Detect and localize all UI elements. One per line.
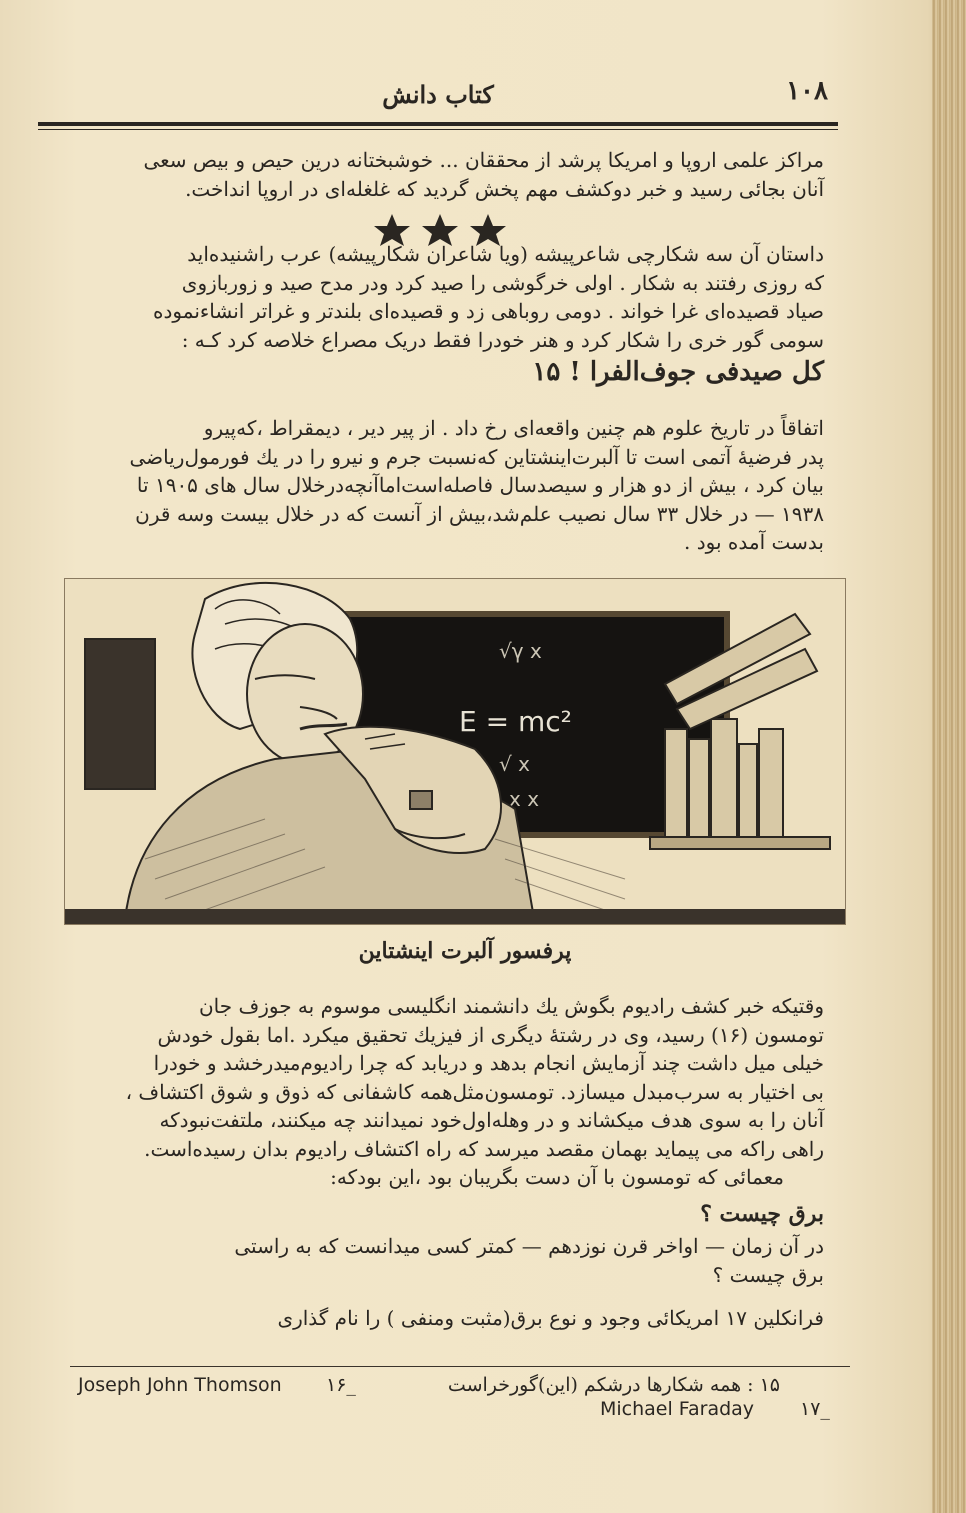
- text-line: سومی گور خری را شکار کرد و هنر خودرا فقط دریک مصراع خلاصه کرد کـه :: [181, 327, 824, 352]
- text-line: که روزی رفتند به شکار . اولی خرگوشی را صید کرد ودر مدح صید و زوربازوی: [181, 270, 824, 295]
- text-line: آنان بجائی رسید و خبر دوکشف مهم پخش گردید که غلغله‌ای در اروپا انداخت.: [185, 176, 824, 201]
- footnote-17-marker: _۱۷: [800, 1398, 830, 1420]
- portrait-sketch: [65, 579, 845, 924]
- text-line: خیلی میل داشت چند آزمایش انجام بدهد و دریابد که چرا رادیوم‌میدرخشد و خودرا: [153, 1051, 824, 1075]
- page-number: ۱۰۸: [786, 76, 828, 106]
- text-line: راهی راکه می پیماید بهمان مقصد میرسد که راه اکتشاف رادیوم بدان رسیده‌است.: [144, 1136, 824, 1161]
- text-line: بی اختیار به سرب‌مبدل میسازد. تومسون‌مثل‌همه کاشفانی که ذوق و شوق اکتشاف ،: [125, 1079, 824, 1104]
- paragraph-history: [38, 414, 824, 557]
- quote-verse: کل صیدفی جوف‌الفرا ! ۱۵: [532, 357, 824, 387]
- chalk-formula: √ x: [499, 752, 530, 776]
- paragraph-intro: [38, 146, 824, 203]
- einstein-illustration: [64, 578, 846, 925]
- text-line: معمائی که تومسون با آن دست بگریبان بود ،این بودکه:: [330, 1165, 784, 1189]
- footnote-15: ۱۵ : همه شکارها درشکم (این)گورخراست: [447, 1374, 780, 1396]
- text-line: داستان آن سه شکارچی شاعرپیشه (ویا شاعران شکارپیشه) عرب راشنیده‌اید: [187, 242, 824, 266]
- paragraph-hunters: [38, 240, 824, 354]
- paragraph-era: [38, 1232, 824, 1289]
- page-header: [38, 72, 838, 132]
- figure-caption: پرفسور آلبرت اینشتاین: [358, 938, 572, 964]
- text-line: صیاد قصیده‌ای غرا خواند . دومی روباهی زد و قصیده‌ای بلندتر و غراتر انشاءنموده: [153, 299, 824, 323]
- footnote-16-marker: _۱۶: [326, 1374, 356, 1396]
- text-line: تومسون (۱۶) رسید، وی در رشتهٔ دیگری از فیزیك تحقیق میکرد .اما بقول خودش: [157, 1022, 824, 1047]
- header-rule-thick: [38, 122, 838, 126]
- paragraph-franklin: فرانکلین ۱۷ امریکائی وجود و نوع برق(مثبت ومنفی ) را نام گذاری: [277, 1306, 824, 1330]
- text-line: ۱۹۳۸ — در خلال ۳۳ سال نصیب علم‌شد،بیش از آنست که در خلال بیست وسه قرن: [135, 501, 824, 526]
- text-line: بدست آمده بود .: [684, 530, 824, 554]
- footnote-rule: [70, 1366, 850, 1367]
- text-line: مراکز علمی اروپا و امریکا پرشد از محققان ... خوشبختانه درین حیص و بیص سعی: [143, 148, 824, 172]
- chalk-formula: x x: [509, 787, 540, 811]
- text-line: در آن زمان — اواخر قرن نوزدهم — کمتر کسی میدانست که به راستی: [234, 1234, 824, 1258]
- text-line: بیان کرد ، بیش از دو هزار و سیصدسال فاصله‌است‌اما‌آنچه‌درخلال سال های ۱۹۰۵ تا: [136, 473, 824, 497]
- question-heading: برق چیست ؟: [700, 1201, 824, 1227]
- running-title: کتاب دانش: [382, 80, 494, 109]
- text-line: برق چیست ؟: [712, 1262, 824, 1287]
- books-icon: [650, 614, 830, 849]
- paragraph-thomson: [38, 992, 824, 1192]
- lamp-icon: [85, 639, 155, 789]
- text-line: آنان را به سوی هدف میکشاند و در وهله‌اول‌خود نمیدانند چه میکنند، ملتفت‌نبودکه: [159, 1108, 824, 1132]
- einstein-figure: [125, 583, 535, 924]
- footnote-16-latin: Joseph John Thomson: [78, 1374, 282, 1396]
- page-edge: [932, 0, 966, 1513]
- chalk-formula: √γ x: [499, 639, 542, 663]
- text-line: وقتیکه خبر کشف رادیوم بگوش یك دانشمند انگلیسی موسوم به جوزف جان: [198, 994, 824, 1018]
- header-rule-thin: [38, 129, 838, 130]
- text-line: پدر فرضیهٔ آتمی است تا آلبرت‌اینشتاین که‌نسبت جرم و نیرو را در یك فورمول‌ریاضی: [129, 444, 824, 469]
- footnote-17-latin: Michael Faraday: [600, 1398, 755, 1420]
- equation-text: E = mc²: [459, 705, 572, 738]
- text-line: اتفاقاً در تاریخ علوم هم چنین واقعه‌ای رخ داد . از پیر دیر ، دیمقراط ،که‌پیرو: [203, 416, 824, 440]
